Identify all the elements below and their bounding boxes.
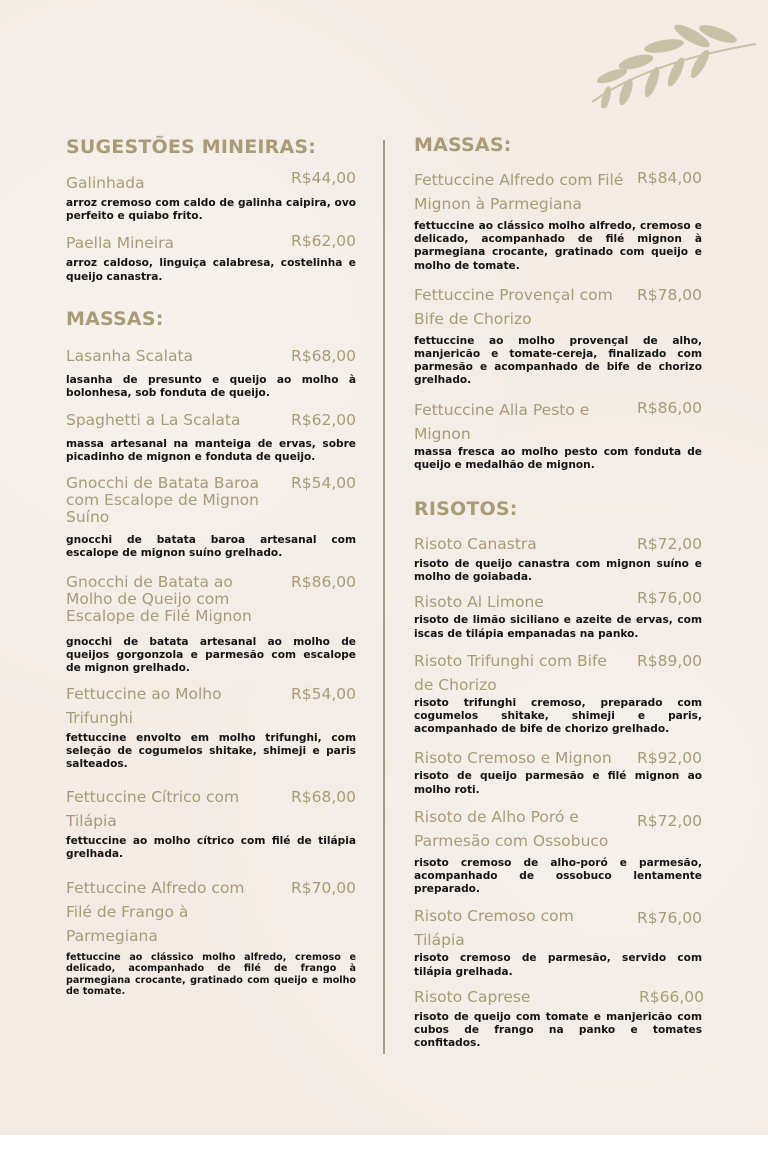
item-price: R$89,00 bbox=[636, 651, 702, 670]
item-name: Galinhada bbox=[66, 174, 145, 192]
item-price: R$68,00 bbox=[290, 346, 356, 365]
menu-item bbox=[66, 344, 356, 400]
item-price: R$54,00 bbox=[290, 684, 356, 703]
item-description: risoto trifunghi cremoso, preparado com cogumelos shitake, shimeji e paris, acompanhado de bife de chorizo grelhado. bbox=[414, 696, 702, 736]
item-description: lasanha de presunto e queijo ao molho à bolonhesa, sob fonduta de queijo. bbox=[66, 373, 356, 400]
column-divider bbox=[383, 140, 385, 1054]
item-description: fettuccine ao clássico molho alfredo, cremoso e delicado, acompanhado de filé de frango à parmegiana crocante, gratinado com queijo e molho de tomate. bbox=[66, 951, 356, 998]
item-description: massa fresca ao molho pesto com fonduta de queijo e medalhão de mignon. bbox=[414, 445, 702, 471]
item-price: R$68,00 bbox=[290, 788, 356, 807]
item-name: Spaghetti a La Scalata bbox=[66, 411, 241, 430]
menu-item bbox=[66, 876, 356, 998]
item-name: Fettuccine ao Molho Trifunghi bbox=[66, 684, 222, 727]
item-description: fettuccine ao molho cítrico com filé de tilápia grelhada. bbox=[66, 835, 356, 861]
item-description: fettuccine ao clássico molho alfredo, cremoso e delicado, acompanhado de filé mignon à parmegiana crocante, gratinado com queijo e molho de tomate. bbox=[414, 220, 702, 272]
item-description: fettuccine ao molho provençal de alho, manjericão e tomate-cereja, finalizado com parmesão e acompanhado de bife de chorizo grelhado. bbox=[414, 334, 702, 387]
item-description: risoto cremoso de alho-poró e parmesão, acompanhado de ossobuco lentamente preparado. bbox=[414, 856, 702, 896]
menu-item bbox=[414, 532, 702, 584]
menu-item bbox=[66, 171, 356, 223]
menu-item bbox=[66, 475, 356, 560]
menu-item bbox=[66, 231, 356, 283]
menu-item bbox=[414, 985, 702, 1051]
item-name: Risoto Trifunghi com Bife de Chorizo bbox=[414, 651, 607, 694]
item-description: gnocchi de batata artesanal ao molho de queijos gorgonzola e parmesão com escalope de mignon grelhado. bbox=[66, 636, 356, 675]
item-name: Paella Mineira bbox=[66, 234, 174, 253]
item-price: R$76,00 bbox=[636, 909, 702, 928]
menu-item bbox=[66, 574, 356, 676]
menu-item bbox=[414, 168, 702, 273]
item-price: R$76,00 bbox=[636, 589, 702, 608]
item-description: risoto de queijo parmesão e filé mignon ao molho roti. bbox=[414, 770, 702, 796]
item-description: arroz cremoso com caldo de galinha caipira, ovo perfeito e quiabo frito. bbox=[66, 197, 356, 223]
item-description: risoto cremoso de parmesão, servido com tilápia grelhada. bbox=[414, 952, 702, 978]
item-description: massa artesanal na manteiga de ervas, sobre picadinho de mignon e fonduta de queijo. bbox=[66, 438, 356, 464]
item-description: gnocchi de batata baroa artesanal com escalope de mignon suíno grelhado. bbox=[66, 533, 356, 559]
item-description: arroz caldoso, linguiça calabresa, costelinha e queijo canastra. bbox=[66, 257, 356, 283]
item-name: Fettuccine Alfredo com Filé Mignon à Parmegiana bbox=[414, 171, 624, 213]
item-price: R$92,00 bbox=[636, 749, 702, 768]
item-description: risoto de queijo canastra com mignon suíno e molho de goiabada. bbox=[414, 558, 702, 584]
left-column bbox=[66, 136, 356, 998]
item-name: Risoto Caprese bbox=[414, 987, 531, 1006]
menu-item bbox=[414, 398, 702, 472]
item-name: Risoto Canastra bbox=[414, 535, 537, 554]
item-price: R$62,00 bbox=[290, 411, 356, 430]
menu-item bbox=[66, 785, 356, 861]
item-price: R$84,00 bbox=[636, 169, 702, 187]
item-price: R$44,00 bbox=[290, 169, 356, 187]
section-title-risotos: RISOTOS: bbox=[414, 498, 518, 521]
item-price: R$72,00 bbox=[636, 535, 702, 554]
item-price: R$86,00 bbox=[290, 573, 356, 592]
section-title-massas: MASSAS: bbox=[66, 307, 164, 330]
item-price: R$70,00 bbox=[290, 878, 356, 897]
menu-item bbox=[66, 408, 356, 464]
item-name: Gnocchi de Batata ao Molho de Queijo com Escalope de Filé Mignon bbox=[66, 573, 252, 626]
item-description: risoto de limão siciliano e azeite de ervas, com iscas de tilápia empanadas na panko. bbox=[414, 614, 702, 640]
menu-item bbox=[414, 805, 702, 897]
item-price: R$86,00 bbox=[636, 398, 702, 417]
item-price: R$54,00 bbox=[290, 473, 356, 492]
item-name: Fettuccine Provençal com Bife de Chorizo bbox=[414, 285, 613, 328]
item-name: Risoto de Alho Poró e Parmesão com Ossobuco bbox=[414, 807, 609, 850]
section-title-massas: MASSAS: bbox=[414, 134, 512, 156]
item-name: Risoto Al Limone bbox=[414, 593, 544, 612]
menu-item bbox=[414, 904, 702, 978]
item-name: Risoto Cremoso e Mignon bbox=[414, 749, 612, 768]
menu-item bbox=[66, 682, 356, 772]
item-name: Fettuccine Alfredo com Filé de Frango à Parmegiana bbox=[66, 878, 245, 945]
item-price: R$62,00 bbox=[290, 232, 356, 251]
item-price: R$78,00 bbox=[636, 285, 702, 304]
olive-branch-icon bbox=[588, 22, 758, 108]
item-price: R$66,00 bbox=[638, 987, 704, 1006]
section-title-sugestoes: SUGESTÕES MINEIRAS: bbox=[66, 136, 317, 158]
item-name: Fettuccine Alla Pesto e Mignon bbox=[414, 400, 590, 443]
menu-item bbox=[414, 590, 702, 640]
item-description: risoto de queijo com tomate e manjericão com cubos de frango na panko e tomates confitados. bbox=[414, 1010, 702, 1050]
item-description: fettuccine envolto em molho trifunghi, com seleção de cogumelos shitake, shimeji e paris salteados. bbox=[66, 731, 356, 771]
right-column bbox=[414, 134, 702, 1050]
item-name: Fettuccine Cítrico com Tilápia bbox=[66, 788, 240, 831]
item-price: R$72,00 bbox=[636, 811, 702, 830]
menu-item bbox=[414, 283, 702, 388]
item-name: Lasanha Scalata bbox=[66, 346, 194, 365]
menu-item bbox=[414, 746, 702, 796]
item-name: Gnocchi de Batata Baroa com Escalope de Mignon Suíno bbox=[66, 473, 260, 526]
page-bottom-strip bbox=[0, 1135, 768, 1176]
menu-item bbox=[414, 649, 702, 737]
item-name: Risoto Cremoso com Tilápia bbox=[414, 907, 574, 950]
